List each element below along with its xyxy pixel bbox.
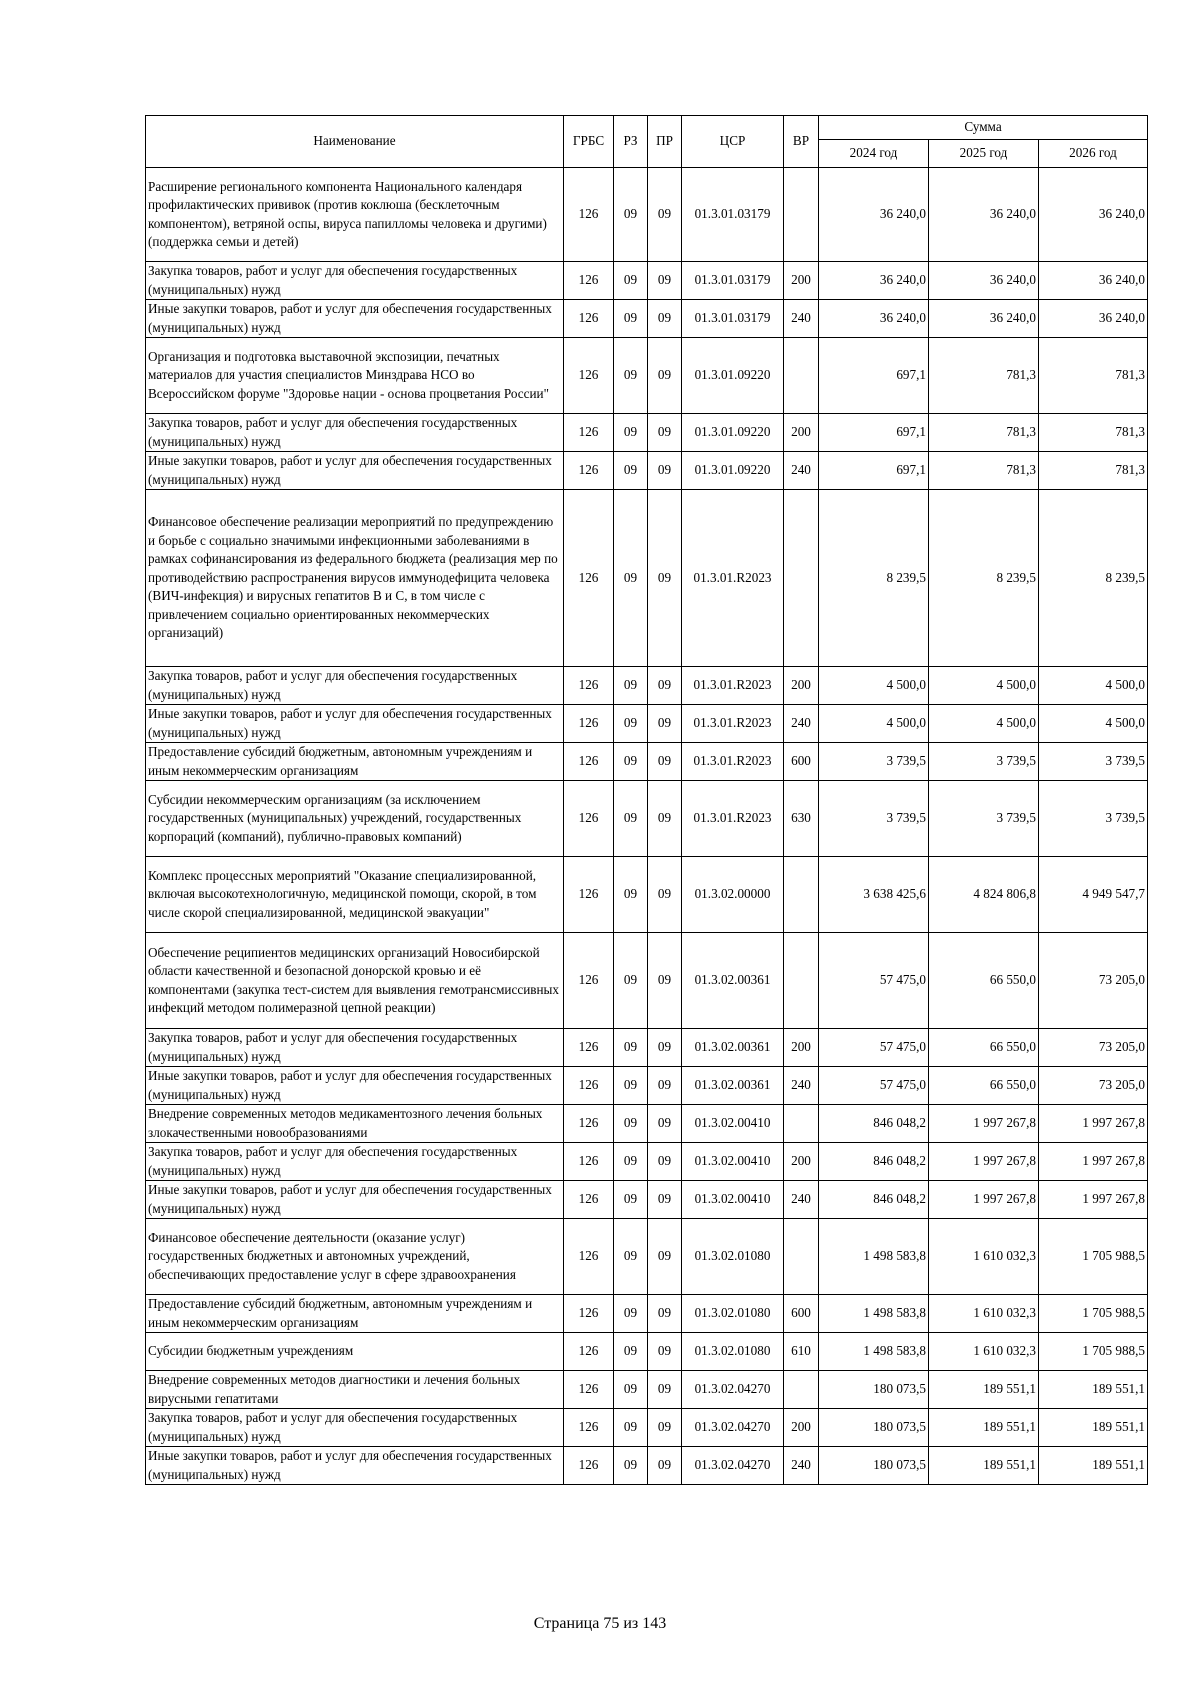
row-csr: 01.3.01.03179	[682, 300, 784, 338]
row-sum-2026: 73 205,0	[1039, 1029, 1148, 1067]
row-vr: 200	[784, 1029, 819, 1067]
row-rz: 09	[614, 1143, 648, 1181]
row-name: Финансовое обеспечение деятельности (оказание услуг) государственных бюджетных и автономных учреждений, обеспечивающих предоставление услуг в сфере здравоохранения	[146, 1219, 564, 1295]
row-csr: 01.3.01.09220	[682, 338, 784, 414]
header-csr: ЦСР	[682, 116, 784, 168]
row-name: Предоставление субсидий бюджетным, автономным учреждениям и иным некоммерческим организациям	[146, 1295, 564, 1333]
table-row	[146, 667, 1148, 705]
table-row	[146, 1447, 1148, 1485]
header-grbs: ГРБС	[564, 116, 614, 168]
row-csr: 01.3.02.04270	[682, 1447, 784, 1485]
row-sum-2024: 4 500,0	[819, 705, 929, 743]
row-sum-2025: 3 739,5	[929, 781, 1039, 857]
row-rz: 09	[614, 1067, 648, 1105]
row-sum-2025: 1 610 032,3	[929, 1295, 1039, 1333]
row-grbs: 126	[564, 338, 614, 414]
row-sum-2025: 4 500,0	[929, 667, 1039, 705]
table-row	[146, 933, 1148, 1029]
row-rz: 09	[614, 262, 648, 300]
row-name: Субсидии некоммерческим организациям (за исключением государственных (муниципальных) учреждений, государственных корпораций (компаний), публично-правовых компаний)	[146, 781, 564, 857]
row-grbs: 126	[564, 857, 614, 933]
row-rz: 09	[614, 1447, 648, 1485]
row-vr: 200	[784, 667, 819, 705]
row-rz: 09	[614, 743, 648, 781]
row-sum-2025: 4 824 806,8	[929, 857, 1039, 933]
row-sum-2024: 1 498 583,8	[819, 1295, 929, 1333]
row-rz: 09	[614, 1219, 648, 1295]
row-name: Предоставление субсидий бюджетным, автономным учреждениям и иным некоммерческим организациям	[146, 743, 564, 781]
row-grbs: 126	[564, 262, 614, 300]
row-rz: 09	[614, 168, 648, 262]
row-pr: 09	[648, 300, 682, 338]
row-sum-2024: 180 073,5	[819, 1371, 929, 1409]
row-sum-2024: 697,1	[819, 414, 929, 452]
row-grbs: 126	[564, 1219, 614, 1295]
row-sum-2024: 36 240,0	[819, 262, 929, 300]
row-name: Комплекс процессных мероприятий "Оказание специализированной, включая высокотехнологичную, медицинской помощи, скорой, в том числе скорой специализированной, медицинской эвакуации"	[146, 857, 564, 933]
row-grbs: 126	[564, 781, 614, 857]
row-vr: 240	[784, 1181, 819, 1219]
row-sum-2026: 781,3	[1039, 414, 1148, 452]
row-rz: 09	[614, 452, 648, 490]
row-rz: 09	[614, 667, 648, 705]
row-grbs: 126	[564, 1295, 614, 1333]
row-name: Обеспечение реципиентов медицинских организаций Новосибирской области качественной и безопасной донорской кровью и её компонентами (закупка тест-систем для выявления гемотрансмиссивных инфекций методом полимеразной цепной реакции)	[146, 933, 564, 1029]
row-csr: 01.3.02.00361	[682, 933, 784, 1029]
row-name: Закупка товаров, работ и услуг для обеспечения государственных (муниципальных) нужд	[146, 1409, 564, 1447]
row-sum-2026: 189 551,1	[1039, 1447, 1148, 1485]
row-sum-2025: 1 997 267,8	[929, 1143, 1039, 1181]
row-vr: 200	[784, 1143, 819, 1181]
row-rz: 09	[614, 1409, 648, 1447]
row-pr: 09	[648, 168, 682, 262]
header-vr: ВР	[784, 116, 819, 168]
row-name: Иные закупки товаров, работ и услуг для обеспечения государственных (муниципальных) нужд	[146, 300, 564, 338]
row-pr: 09	[648, 933, 682, 1029]
row-pr: 09	[648, 857, 682, 933]
row-sum-2025: 36 240,0	[929, 300, 1039, 338]
row-pr: 09	[648, 1409, 682, 1447]
row-vr: 200	[784, 414, 819, 452]
row-sum-2025: 1 997 267,8	[929, 1105, 1039, 1143]
budget-table	[145, 115, 1148, 1485]
row-rz: 09	[614, 781, 648, 857]
row-sum-2024: 846 048,2	[819, 1105, 929, 1143]
row-sum-2025: 66 550,0	[929, 933, 1039, 1029]
row-csr: 01.3.02.00410	[682, 1105, 784, 1143]
table-body	[146, 168, 1148, 1485]
header-2025: 2025 год	[929, 140, 1039, 168]
row-rz: 09	[614, 1295, 648, 1333]
header-sum: Сумма	[819, 116, 1148, 140]
row-pr: 09	[648, 1029, 682, 1067]
header-pr: ПР	[648, 116, 682, 168]
row-pr: 09	[648, 338, 682, 414]
row-grbs: 126	[564, 1333, 614, 1371]
row-sum-2025: 3 739,5	[929, 743, 1039, 781]
row-sum-2026: 781,3	[1039, 338, 1148, 414]
row-csr: 01.3.02.00410	[682, 1181, 784, 1219]
row-pr: 09	[648, 743, 682, 781]
row-pr: 09	[648, 452, 682, 490]
header-name: Наименование	[146, 116, 564, 168]
row-vr: 240	[784, 1067, 819, 1105]
row-vr	[784, 168, 819, 262]
row-sum-2025: 189 551,1	[929, 1409, 1039, 1447]
row-grbs: 126	[564, 1447, 614, 1485]
row-name: Закупка товаров, работ и услуг для обеспечения государственных (муниципальных) нужд	[146, 1029, 564, 1067]
table-row	[146, 1371, 1148, 1409]
row-grbs: 126	[564, 1409, 614, 1447]
row-pr: 09	[648, 1143, 682, 1181]
row-name: Финансовое обеспечение реализации мероприятий по предупреждению и борьбе с социально значимыми инфекционными заболеваниями в рамках софинансирования из федерального бюджета (реализация мер по противодействию распространения вирусов иммунодефицита человека (ВИЧ-инфекция) и вирусных гепатитов В и С, в том числе с привлечением социально ориентированных некоммерческих организаций)	[146, 490, 564, 667]
row-pr: 09	[648, 1295, 682, 1333]
row-name: Организация и подготовка выставочной экспозиции, печатных материалов для участия специалистов Минздрава НСО во Всероссийском форуме "Здоровье нации - основа процветания России"	[146, 338, 564, 414]
row-rz: 09	[614, 1029, 648, 1067]
row-name: Иные закупки товаров, работ и услуг для обеспечения государственных (муниципальных) нужд	[146, 1447, 564, 1485]
row-vr: 610	[784, 1333, 819, 1371]
table-row	[146, 1409, 1148, 1447]
row-sum-2025: 1 610 032,3	[929, 1333, 1039, 1371]
row-pr: 09	[648, 490, 682, 667]
row-name: Иные закупки товаров, работ и услуг для обеспечения государственных (муниципальных) нужд	[146, 1181, 564, 1219]
row-sum-2024: 180 073,5	[819, 1447, 929, 1485]
row-sum-2025: 189 551,1	[929, 1371, 1039, 1409]
row-sum-2024: 57 475,0	[819, 1029, 929, 1067]
row-name: Закупка товаров, работ и услуг для обеспечения государственных (муниципальных) нужд	[146, 667, 564, 705]
row-grbs: 126	[564, 667, 614, 705]
row-csr: 01.3.02.04270	[682, 1371, 784, 1409]
row-sum-2026: 1 997 267,8	[1039, 1105, 1148, 1143]
row-sum-2026: 3 739,5	[1039, 743, 1148, 781]
table-row	[146, 1333, 1148, 1371]
row-sum-2026: 73 205,0	[1039, 933, 1148, 1029]
row-sum-2025: 36 240,0	[929, 262, 1039, 300]
row-sum-2026: 189 551,1	[1039, 1371, 1148, 1409]
row-sum-2026: 1 705 988,5	[1039, 1333, 1148, 1371]
row-pr: 09	[648, 414, 682, 452]
row-sum-2024: 697,1	[819, 338, 929, 414]
row-vr: 600	[784, 1295, 819, 1333]
row-name: Субсидии бюджетным учреждениям	[146, 1333, 564, 1371]
row-name: Закупка товаров, работ и услуг для обеспечения государственных (муниципальных) нужд	[146, 262, 564, 300]
row-sum-2024: 57 475,0	[819, 933, 929, 1029]
row-pr: 09	[648, 1447, 682, 1485]
row-csr: 01.3.01.09220	[682, 414, 784, 452]
row-sum-2025: 781,3	[929, 414, 1039, 452]
header-rz: РЗ	[614, 116, 648, 168]
row-grbs: 126	[564, 414, 614, 452]
row-vr: 200	[784, 262, 819, 300]
row-sum-2026: 36 240,0	[1039, 168, 1148, 262]
row-csr: 01.3.02.01080	[682, 1333, 784, 1371]
row-vr: 240	[784, 1447, 819, 1485]
row-sum-2025: 4 500,0	[929, 705, 1039, 743]
row-grbs: 126	[564, 1029, 614, 1067]
row-name: Внедрение современных методов медикаментозного лечения больных злокачественными новообразованиями	[146, 1105, 564, 1143]
row-rz: 09	[614, 857, 648, 933]
table-row	[146, 705, 1148, 743]
row-csr: 01.3.01.R2023	[682, 667, 784, 705]
row-csr: 01.3.02.00410	[682, 1143, 784, 1181]
row-rz: 09	[614, 338, 648, 414]
table-row	[146, 414, 1148, 452]
row-name: Закупка товаров, работ и услуг для обеспечения государственных (муниципальных) нужд	[146, 1143, 564, 1181]
row-grbs: 126	[564, 743, 614, 781]
row-vr: 240	[784, 705, 819, 743]
row-csr: 01.3.01.R2023	[682, 705, 784, 743]
row-sum-2024: 8 239,5	[819, 490, 929, 667]
row-pr: 09	[648, 1371, 682, 1409]
row-vr	[784, 490, 819, 667]
row-sum-2026: 1 705 988,5	[1039, 1219, 1148, 1295]
row-grbs: 126	[564, 452, 614, 490]
row-name: Иные закупки товаров, работ и услуг для обеспечения государственных (муниципальных) нужд	[146, 705, 564, 743]
row-sum-2026: 1 705 988,5	[1039, 1295, 1148, 1333]
row-vr	[784, 338, 819, 414]
row-csr: 01.3.02.01080	[682, 1295, 784, 1333]
row-grbs: 126	[564, 1371, 614, 1409]
row-sum-2024: 3 638 425,6	[819, 857, 929, 933]
row-vr	[784, 933, 819, 1029]
row-csr: 01.3.02.04270	[682, 1409, 784, 1447]
table-row	[146, 262, 1148, 300]
row-sum-2024: 36 240,0	[819, 168, 929, 262]
row-sum-2025: 1 610 032,3	[929, 1219, 1039, 1295]
row-sum-2026: 36 240,0	[1039, 262, 1148, 300]
row-sum-2025: 36 240,0	[929, 168, 1039, 262]
table-row	[146, 490, 1148, 667]
row-pr: 09	[648, 781, 682, 857]
table-row	[146, 1181, 1148, 1219]
header-2026: 2026 год	[1039, 140, 1148, 168]
row-sum-2024: 697,1	[819, 452, 929, 490]
row-sum-2025: 8 239,5	[929, 490, 1039, 667]
row-vr: 240	[784, 452, 819, 490]
page-footer: Страница 75 из 143	[533, 1615, 667, 1632]
row-csr: 01.3.02.00361	[682, 1067, 784, 1105]
row-vr	[784, 857, 819, 933]
row-vr: 600	[784, 743, 819, 781]
row-sum-2024: 3 739,5	[819, 781, 929, 857]
row-sum-2026: 4 949 547,7	[1039, 857, 1148, 933]
row-rz: 09	[614, 933, 648, 1029]
row-name: Закупка товаров, работ и услуг для обеспечения государственных (муниципальных) нужд	[146, 414, 564, 452]
table-row	[146, 857, 1148, 933]
table-row	[146, 743, 1148, 781]
row-pr: 09	[648, 262, 682, 300]
row-rz: 09	[614, 1181, 648, 1219]
row-rz: 09	[614, 1371, 648, 1409]
row-sum-2024: 57 475,0	[819, 1067, 929, 1105]
row-sum-2026: 4 500,0	[1039, 705, 1148, 743]
row-name: Иные закупки товаров, работ и услуг для обеспечения государственных (муниципальных) нужд	[146, 452, 564, 490]
row-csr: 01.3.02.00361	[682, 1029, 784, 1067]
row-sum-2026: 781,3	[1039, 452, 1148, 490]
row-grbs: 126	[564, 1067, 614, 1105]
table-row	[146, 1295, 1148, 1333]
row-grbs: 126	[564, 168, 614, 262]
table-row	[146, 1029, 1148, 1067]
row-rz: 09	[614, 414, 648, 452]
row-csr: 01.3.01.03179	[682, 262, 784, 300]
row-sum-2025: 781,3	[929, 338, 1039, 414]
row-csr: 01.3.01.R2023	[682, 490, 784, 667]
table-row	[146, 1143, 1148, 1181]
row-vr: 240	[784, 300, 819, 338]
row-pr: 09	[648, 1067, 682, 1105]
row-rz: 09	[614, 490, 648, 667]
row-grbs: 126	[564, 1181, 614, 1219]
row-sum-2026: 36 240,0	[1039, 300, 1148, 338]
row-grbs: 126	[564, 705, 614, 743]
row-csr: 01.3.01.R2023	[682, 743, 784, 781]
row-pr: 09	[648, 1333, 682, 1371]
row-sum-2025: 66 550,0	[929, 1029, 1039, 1067]
row-pr: 09	[648, 1181, 682, 1219]
row-vr: 200	[784, 1409, 819, 1447]
row-grbs: 126	[564, 1105, 614, 1143]
row-vr	[784, 1371, 819, 1409]
table-row	[146, 781, 1148, 857]
row-sum-2024: 3 739,5	[819, 743, 929, 781]
row-sum-2026: 3 739,5	[1039, 781, 1148, 857]
table-row	[146, 452, 1148, 490]
row-sum-2024: 1 498 583,8	[819, 1333, 929, 1371]
row-csr: 01.3.02.01080	[682, 1219, 784, 1295]
row-vr: 630	[784, 781, 819, 857]
table-row	[146, 1105, 1148, 1143]
row-rz: 09	[614, 705, 648, 743]
row-sum-2024: 846 048,2	[819, 1181, 929, 1219]
row-sum-2024: 1 498 583,8	[819, 1219, 929, 1295]
row-sum-2024: 36 240,0	[819, 300, 929, 338]
row-rz: 09	[614, 1333, 648, 1371]
row-grbs: 126	[564, 490, 614, 667]
row-pr: 09	[648, 667, 682, 705]
row-sum-2026: 1 997 267,8	[1039, 1181, 1148, 1219]
row-grbs: 126	[564, 933, 614, 1029]
row-sum-2026: 4 500,0	[1039, 667, 1148, 705]
row-sum-2024: 846 048,2	[819, 1143, 929, 1181]
row-sum-2024: 180 073,5	[819, 1409, 929, 1447]
row-name: Иные закупки товаров, работ и услуг для обеспечения государственных (муниципальных) нужд	[146, 1067, 564, 1105]
row-grbs: 126	[564, 1143, 614, 1181]
row-pr: 09	[648, 1219, 682, 1295]
row-rz: 09	[614, 1105, 648, 1143]
row-sum-2026: 189 551,1	[1039, 1409, 1148, 1447]
row-vr	[784, 1105, 819, 1143]
row-name: Расширение регионального компонента Национального календаря профилактических прививок (против коклюша (бесклеточным компонентом), ветряной оспы, вируса папилломы человека и другими) (поддержка семьи и детей)	[146, 168, 564, 262]
row-grbs: 126	[564, 300, 614, 338]
row-csr: 01.3.02.00000	[682, 857, 784, 933]
row-sum-2026: 8 239,5	[1039, 490, 1148, 667]
row-sum-2025: 189 551,1	[929, 1447, 1039, 1485]
row-csr: 01.3.01.03179	[682, 168, 784, 262]
table-row	[146, 168, 1148, 262]
row-csr: 01.3.01.09220	[682, 452, 784, 490]
row-sum-2024: 4 500,0	[819, 667, 929, 705]
table-row	[146, 300, 1148, 338]
row-pr: 09	[648, 705, 682, 743]
row-rz: 09	[614, 300, 648, 338]
row-vr	[784, 1219, 819, 1295]
row-sum-2026: 73 205,0	[1039, 1067, 1148, 1105]
row-sum-2025: 1 997 267,8	[929, 1181, 1039, 1219]
row-name: Внедрение современных методов диагностики и лечения больных вирусными гепатитами	[146, 1371, 564, 1409]
header-2024: 2024 год	[819, 140, 929, 168]
row-sum-2025: 66 550,0	[929, 1067, 1039, 1105]
row-sum-2026: 1 997 267,8	[1039, 1143, 1148, 1181]
table-row	[146, 1219, 1148, 1295]
table-row	[146, 1067, 1148, 1105]
row-csr: 01.3.01.R2023	[682, 781, 784, 857]
row-pr: 09	[648, 1105, 682, 1143]
row-sum-2025: 781,3	[929, 452, 1039, 490]
table-row	[146, 338, 1148, 414]
